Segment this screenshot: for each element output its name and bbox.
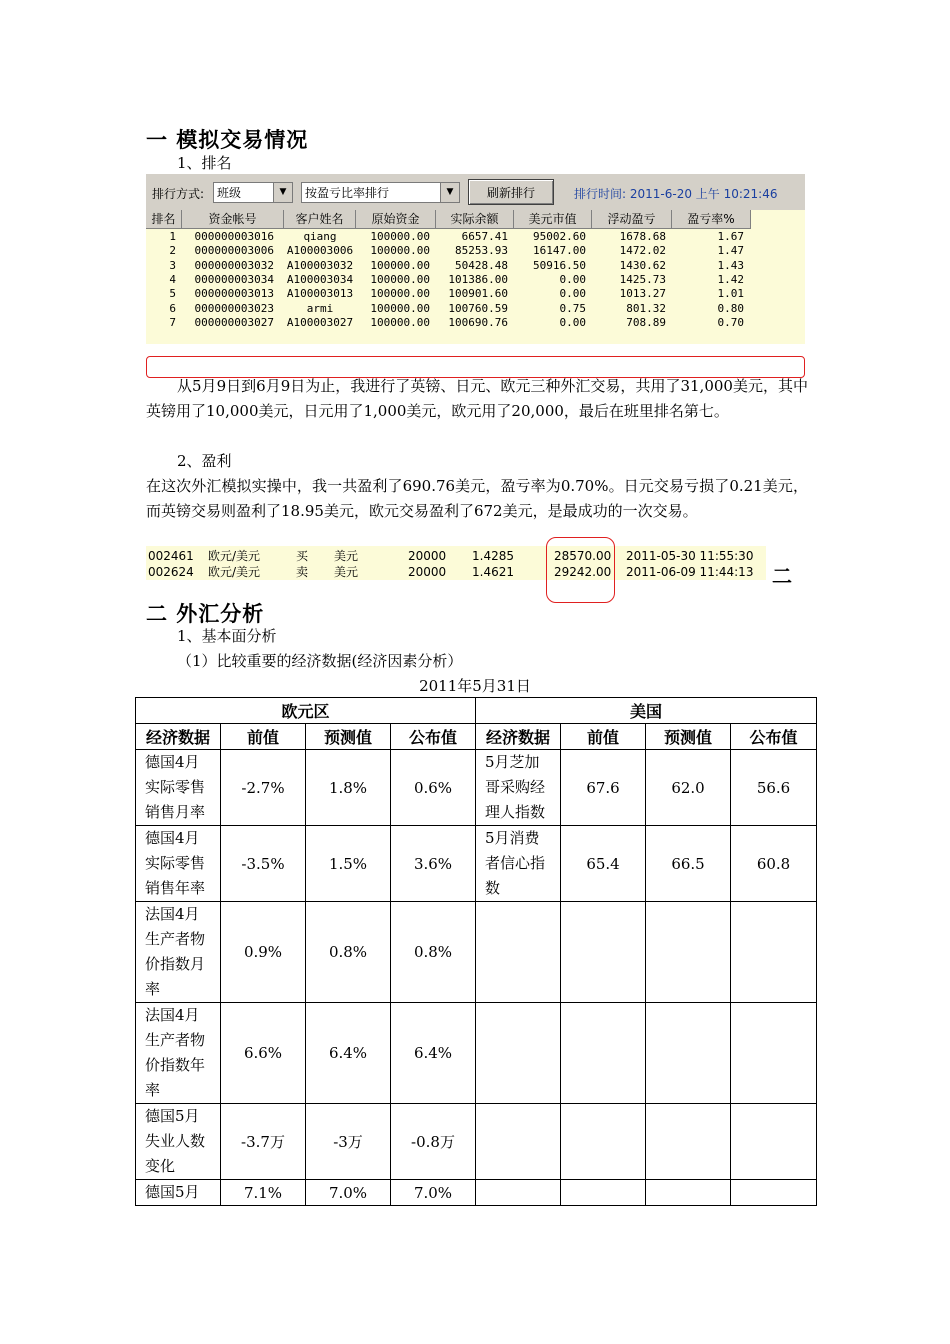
table-cell: 3.6%: [391, 826, 476, 902]
table-cell: 100000.00: [370, 272, 430, 286]
table-cell: 0.75: [559, 301, 586, 315]
col-header: 预测值: [306, 724, 391, 750]
table-cell: A100003032: [286, 258, 354, 272]
trade-cell: 1.4621: [472, 565, 514, 579]
table-cell: 1.42: [717, 272, 744, 286]
table-row: [136, 750, 817, 826]
table-cell: 65.4: [561, 826, 646, 902]
refresh-ranking-button[interactable]: 刷新排行: [468, 179, 554, 205]
table-cell: 3: [169, 258, 176, 272]
table-cell: 1.67: [717, 230, 744, 243]
table-row[interactable]: [146, 230, 751, 244]
ranking-screenshot: [146, 174, 805, 344]
table-cell: qiang: [303, 230, 337, 243]
table-cell: 1013.27: [619, 287, 666, 301]
table-cell: -0.8万: [391, 1104, 476, 1180]
table-row[interactable]: [146, 273, 751, 287]
table-cell: 1678.68: [619, 230, 666, 243]
table-cell: 100000.00: [370, 244, 430, 258]
table-cell: 100690.76: [448, 315, 508, 329]
table-row[interactable]: [146, 244, 751, 258]
trade-cell: 2011-06-09 11:44:13: [626, 565, 754, 579]
fundamental-subtitle: 1、基本面分析: [177, 627, 277, 645]
table-cell: 1425.73: [619, 272, 666, 286]
table-cell: 100901.60: [448, 287, 508, 301]
table-cell: 1.5%: [306, 826, 391, 902]
table-cell: 1.01: [717, 287, 744, 301]
table-cell: 0.00: [559, 315, 586, 329]
table-cell: 50916.50: [533, 258, 586, 272]
table-cell: [561, 902, 646, 1003]
ranking-grid: [146, 210, 805, 344]
col-header: 前值: [221, 724, 306, 750]
table-cell: 85253.93: [455, 244, 508, 258]
col-header: 资金帐号: [182, 210, 284, 228]
table-cell: 6.4%: [391, 1003, 476, 1104]
col-header: 盈亏率%: [672, 210, 751, 228]
trade-cell: 20000: [408, 565, 447, 579]
table-cell: 000000003006: [194, 244, 274, 258]
table-cell: [731, 1003, 817, 1104]
table-cell: 5月消费者信心指数: [476, 826, 561, 902]
table-cell: [646, 1180, 731, 1206]
table-row[interactable]: [146, 259, 751, 273]
table-cell: 6: [169, 301, 176, 315]
table-cell: 德国5月失业人数变化: [136, 1104, 221, 1180]
table-cell: A100003013: [286, 287, 354, 301]
sort-label: 排行方式:: [152, 187, 205, 201]
table-cell: 1.8%: [306, 750, 391, 826]
table-cell: 100760.59: [448, 301, 508, 315]
trade-cell: 002624: [148, 565, 194, 579]
table-cell: -3万: [306, 1104, 391, 1180]
table-cell: 6.6%: [221, 1003, 306, 1104]
section-2-title: 二 外汇分析: [146, 602, 265, 626]
trade-cell: 002461: [148, 549, 194, 563]
col-header: 前值: [561, 724, 646, 750]
trade-row[interactable]: [146, 564, 766, 580]
table-cell: 7: [169, 315, 176, 329]
table-cell: 5: [169, 287, 176, 301]
trade-cell: 29242.00: [554, 565, 612, 579]
sort-class-value: 班级: [217, 186, 242, 200]
table-row: [136, 826, 817, 902]
table-cell: 0.9%: [221, 902, 306, 1003]
table-cell: 1.43: [717, 258, 744, 272]
paragraph-trades: 从5月9日到6月9日为止，我进行了英镑、日元、欧元三种外汇交易，共用了31,000美元，其中英镑用了10,000美元，日元用了1,000美元，欧元用了20,000，最后在班里排名第七。: [146, 377, 808, 420]
table-cell: 4: [169, 272, 176, 286]
table-cell: [476, 1180, 561, 1206]
table-cell: 000000003013: [194, 287, 274, 301]
table-cell: [476, 902, 561, 1003]
table-cell: -3.7万: [221, 1104, 306, 1180]
chevron-down-icon: ▼: [273, 183, 292, 202]
table-cell: [646, 902, 731, 1003]
table-row[interactable]: [146, 287, 751, 301]
table-date: 2011年5月31日: [419, 677, 531, 695]
paragraph-profit: 在这次外汇模拟实操中，我一共盈利了690.76美元，盈亏率为0.70%。日元交易亏损了0.21美元，而英镑交易则盈利了18.95美元，欧元交易盈利了672美元，是最成功的一次交易。: [146, 477, 808, 520]
table-row: [136, 1003, 817, 1104]
table-row: [136, 1104, 817, 1180]
trade-cell: 20000: [408, 549, 447, 563]
sort-mode-select[interactable]: [301, 182, 460, 203]
table-cell: 7.1%: [221, 1180, 306, 1206]
table-cell: 100000.00: [370, 287, 430, 301]
table-row[interactable]: [146, 302, 751, 316]
table-cell: 62.0: [646, 750, 731, 826]
table-cell: 101386.00: [448, 272, 508, 286]
col-header: 经济数据: [136, 724, 221, 750]
table-cell: [476, 1104, 561, 1180]
table-cell: 德国4月实际零售销售年率: [136, 826, 221, 902]
col-header: 排名: [146, 210, 182, 228]
econ-data-subtitle: （1）比较重要的经济数据(经济因素分析）: [177, 652, 463, 670]
table-cell: 100000.00: [370, 301, 430, 315]
col-header: 实际余额: [436, 210, 514, 228]
ranking-time: 排行时间: 2011-6-20 上午 10:21:46: [574, 187, 778, 201]
table-cell: 1472.02: [619, 244, 666, 258]
table-cell: [561, 1104, 646, 1180]
ranking-grid-header: [146, 210, 751, 229]
trade-cell: 2011-05-30 11:55:30: [626, 549, 754, 563]
table-row: [136, 902, 817, 1003]
table-cell: 50428.48: [455, 258, 508, 272]
table-row: [136, 1180, 817, 1206]
table-cell: 66.5: [646, 826, 731, 902]
trade-records: [146, 546, 766, 580]
table-cell: 法国4月生产者物价指数年率: [136, 1003, 221, 1104]
table-cell: -3.5%: [221, 826, 306, 902]
trade-cell: 美元: [334, 549, 359, 563]
table-cell: 56.6: [731, 750, 817, 826]
table-cell: 1.47: [717, 244, 744, 258]
table-cell: 0.00: [559, 272, 586, 286]
sort-mode-value: 按盈亏比率排行: [305, 186, 390, 200]
table-cell: 0.70: [717, 315, 744, 329]
highlight-circle: [546, 537, 615, 603]
table-cell: 2: [169, 244, 176, 258]
table-cell: 6657.41: [461, 230, 508, 243]
trailing-char: 二: [772, 564, 792, 588]
col-header: 美元市值: [514, 210, 592, 228]
table-cell: 1: [169, 230, 176, 243]
table-row[interactable]: [146, 316, 751, 330]
table-cell: 100000.00: [370, 315, 430, 329]
table-cell: 5月芝加哥采购经理人指数: [476, 750, 561, 826]
trade-row[interactable]: [146, 548, 766, 564]
trade-cell: 欧元/美元: [208, 549, 261, 563]
table-cell: [561, 1180, 646, 1206]
table-cell: [646, 1003, 731, 1104]
table-cell: 708.89: [626, 315, 666, 329]
table-cell: 000000003023: [194, 301, 274, 315]
table-cell: 7.0%: [306, 1180, 391, 1206]
table-cell: 67.6: [561, 750, 646, 826]
trade-cell: 买: [296, 549, 309, 563]
table-cell: 0.8%: [306, 902, 391, 1003]
table-cell: 000000003034: [194, 272, 274, 286]
table-cell: [731, 902, 817, 1003]
table-cell: 801.32: [626, 301, 666, 315]
region-euro: 欧元区: [136, 698, 476, 724]
table-cell: 60.8: [731, 826, 817, 902]
trade-cell: 欧元/美元: [208, 565, 261, 579]
table-cell: 法国4月生产者物价指数月率: [136, 902, 221, 1003]
table-cell: [476, 1003, 561, 1104]
table-cell: [731, 1180, 817, 1206]
col-header: 经济数据: [476, 724, 561, 750]
table-cell: 0.6%: [391, 750, 476, 826]
table-cell: A100003034: [286, 272, 354, 286]
col-header: 公布值: [391, 724, 476, 750]
table-cell: 德国5月: [136, 1180, 221, 1206]
col-header: 公布值: [731, 724, 817, 750]
table-cell: [646, 1104, 731, 1180]
table-cell: [561, 1003, 646, 1104]
col-header: 浮动盈亏: [592, 210, 672, 228]
table-cell: 7.0%: [391, 1180, 476, 1206]
chevron-down-icon: ▼: [440, 183, 459, 202]
table-cell: 0.80: [717, 301, 744, 315]
sort-class-select[interactable]: [213, 182, 293, 203]
trade-cell: 1.4285: [472, 549, 514, 563]
profit-subtitle: 2、盈利: [177, 452, 232, 470]
ranking-subtitle: 1、排名: [177, 154, 232, 172]
section-1-title: 一 模拟交易情况: [146, 128, 309, 152]
table-cell: 16147.00: [533, 244, 586, 258]
table-cell: 6.4%: [306, 1003, 391, 1104]
table-cell: 100000.00: [370, 230, 430, 243]
table-cell: 95002.60: [533, 230, 586, 243]
region-us: 美国: [476, 698, 817, 724]
table-cell: 000000003027: [194, 315, 274, 329]
table-cell: 000000003032: [194, 258, 274, 272]
table-cell: [731, 1104, 817, 1180]
table-cell: -2.7%: [221, 750, 306, 826]
trade-cell: 卖: [296, 565, 309, 579]
economic-data-table: [135, 697, 817, 1206]
table-cell: 100000.00: [370, 258, 430, 272]
table-cell: 德国4月实际零售销售月率: [136, 750, 221, 826]
table-cell: A100003027: [286, 315, 354, 329]
col-header: 原始资金: [356, 210, 436, 228]
table-cell: 1430.62: [619, 258, 666, 272]
table-cell: 000000003016: [194, 230, 274, 243]
col-header: 预测值: [646, 724, 731, 750]
table-cell: A100003006: [286, 244, 354, 258]
table-cell: 0.00: [559, 287, 586, 301]
trade-cell: 美元: [334, 565, 359, 579]
table-cell: 0.8%: [391, 902, 476, 1003]
trade-cell: 28570.00: [554, 549, 612, 563]
table-cell: armi: [306, 301, 334, 315]
col-header: 客户姓名: [284, 210, 356, 228]
